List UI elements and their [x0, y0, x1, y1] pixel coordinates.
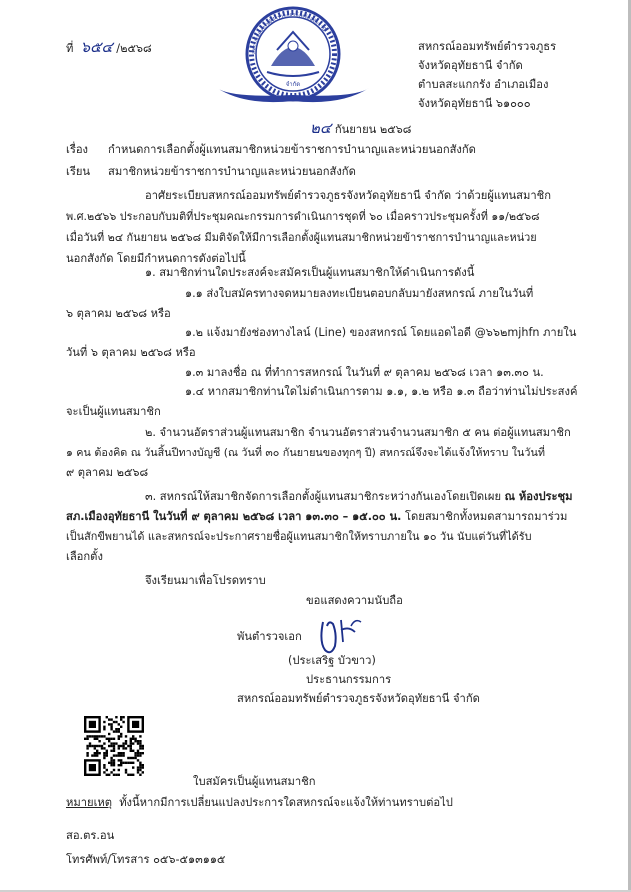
office-code: สอ.ตร.อน [66, 829, 115, 842]
subject-label: เรื่อง [66, 143, 89, 156]
subject-text: กำหนดการเลือกตั้งผู้แทนสมาชิกหน่วยข้าราชการบำนาญและหน่วยนอกสังกัด [108, 143, 476, 156]
item-3-datetime: สภ.เมืองอุทัยธานี ในวันที่ ๙ ตุลาคม ๒๕๖๘ เวลา ๑๓.๓๐ – ๑๕.๐๐ น. [66, 510, 402, 523]
item-3-line-3: เป็นสักขีพยานได้ และสหกรณ์จะประกาศรายชื่อผู้แทนสมาชิกให้ทราบภายใน ๑๐ วัน นับแต่วันที่ได้รับ [66, 530, 532, 543]
regards-text: ขอแสดงความนับถือ [306, 594, 403, 607]
sender-line-1: สหกรณ์ออมทรัพย์ตำรวจภูธร [418, 40, 557, 53]
item-1-1-line-2: ๖ ตุลาคม ๒๕๖๘ หรือ [66, 307, 171, 320]
closing-text: จึงเรียนมาเพื่อโปรดทราบ [145, 574, 266, 587]
to-label: เรียน [66, 165, 91, 178]
cooperative-seal-logo [205, 2, 380, 114]
ref-number: ๖๕๔ [80, 38, 113, 56]
note-label: หมายเหตุ [66, 796, 113, 809]
sender-line-3: ตำบลสะแกกรัง อำเภอเมือง [418, 78, 549, 91]
ref-prefix: ที่ [66, 42, 74, 55]
signer-title: ประธานกรรมการ [306, 673, 392, 686]
item-1-4-line-1: ๑.๔ หากสมาชิกท่านใดไม่ดำเนินการตาม ๑.๑, ๑.๒ หรือ ๑.๓ ถือว่าท่านไม่ประสงค์ [185, 385, 578, 398]
seal-sub-text: จำกัด [285, 81, 301, 88]
date-rest: กันยายน ๒๕๖๘ [334, 123, 412, 136]
item-1-2-line-1: ๑.๒ แจ้งมายังช่องทางไลน์ (Line) ของสหกรณ์ โดยแอดไอดี @๖๖๒mjhfn ภายใน [185, 326, 577, 339]
signer-rank: พันตำรวจเอก [237, 630, 302, 643]
item-1-3: ๑.๓ มาลงชื่อ ณ ที่ทำการสหกรณ์ ในวันที่ ๙ ตุลาคม ๒๕๖๘ เวลา ๑๓.๓๐ น. [185, 366, 544, 379]
item-3-line-2 [66, 510, 567, 524]
item-1-1-line-1: ๑.๑ ส่งใบสมัครทางจดหมายลงทะเบียนตอบกลับมายังสหกรณ์ ภายในวันที่ [185, 287, 534, 300]
item-3-line-2-text: โดยสมาชิกทั้งหมดสามารถมาร่วม [401, 510, 568, 523]
qr-code-icon [84, 716, 144, 776]
item-3-line-1-text: ๓. สหกรณ์ให้สมาชิกจัดการเลือกตั้งผู้แทนสมาชิกระหว่างกันเองโดยเปิดเผย [145, 490, 505, 503]
application-qr-code[interactable] [84, 716, 144, 776]
ref-year: /๒๕๖๘ [116, 42, 152, 55]
sender-line-4: จังหวัดอุทัยธานี ๖๑๐๐๐ [418, 97, 531, 110]
item-3-venue: ณ ห้องประชุม [504, 490, 573, 503]
handwritten-signature [315, 612, 375, 658]
note-line [66, 796, 453, 810]
note-text: ทั้งนี้หากมีการเปลี่ยนแปลงประการใดสหกรณ์จะแจ้งให้ท่านทราบต่อไป [119, 796, 453, 809]
para1-line-1: อาศัยระเบียบสหกรณ์ออมทรัพย์ตำรวจภูธรจังหวัดอุทัยธานี จำกัด ว่าด้วยผู้แทนสมาชิก [145, 189, 551, 202]
sender-line-2: จังหวัดอุทัยธานี จำกัด [418, 59, 523, 72]
item-1-4-line-2: จะเป็นผู้แทนสมาชิก [66, 405, 161, 418]
ref-line [66, 40, 152, 56]
qr-caption: ใบสมัครเป็นผู้แทนสมาชิก [193, 775, 316, 788]
item-3-line-1 [145, 490, 573, 504]
date-day: ๒๔ [310, 119, 332, 137]
item-3-line-4: เลือกตั้ง [66, 550, 103, 563]
phone-line: โทรศัพท์/โทรสาร ๐๕๖-๕๑๓๑๑๕ [66, 853, 226, 866]
item-2-line-2: ๑ คน ต้องคิด ณ วันสิ้นปีทางบัญชี (ณ วันที่ ๓๐ กันยายนของทุกๆ ปี) สหกรณ์จึงจะได้แจ้งให้ทราบ ในวันที่ [66, 446, 545, 459]
para1-line-2: พ.ศ.๒๕๖๖ ประกอบกับมติที่ประชุมคณะกรรมการดำเนินการชุดที่ ๖๐ เมื่อคราวประชุมครั้งที่ ๑๑/๒๕๖๘ [66, 210, 540, 223]
signer-organization: สหกรณ์ออมทรัพย์ตำรวจภูธรจังหวัดอุทัยธานี จำกัด [237, 692, 480, 705]
item-2-line-1: ๒. จำนวนอัตราส่วนผู้แทนสมาชิก จำนวนอัตราส่วนจำนวนสมาชิก ๕ คน ต่อผู้แทนสมาชิก [145, 426, 571, 439]
date-line [310, 121, 411, 137]
to-text: สมาชิกหน่วยข้าราชการบำนาญและหน่วยนอกสังกัด [108, 165, 356, 178]
item-1-2-line-2: วันที่ ๖ ตุลาคม ๒๕๖๘ หรือ [66, 346, 196, 359]
para1-line-3: เมื่อวันที่ ๒๔ กันยายน ๒๕๖๘ มีมติจัดให้มีการเลือกตั้งผู้แทนสมาชิกหน่วยข้าราชการบำนาญและหน่วย [66, 231, 537, 244]
item-1: ๑. สมาชิกท่านใดประสงค์จะสมัครเป็นผู้แทนสมาชิกให้ดำเนินการดังนี้ [145, 266, 475, 279]
seal-ring-textpath: สหกรณ์ออมทรัพย์ตำรวจภูธรจังหวัดอุทัยธานี [250, 11, 327, 55]
item-2-line-3: ๙ ตุลาคม ๒๕๖๘ [66, 466, 149, 479]
para1-line-4: นอกสังกัด โดยมีกำหนดการดังต่อไปนี้ [66, 252, 246, 265]
signer-name: (ประเสริฐ บัวขาว) [288, 654, 376, 667]
